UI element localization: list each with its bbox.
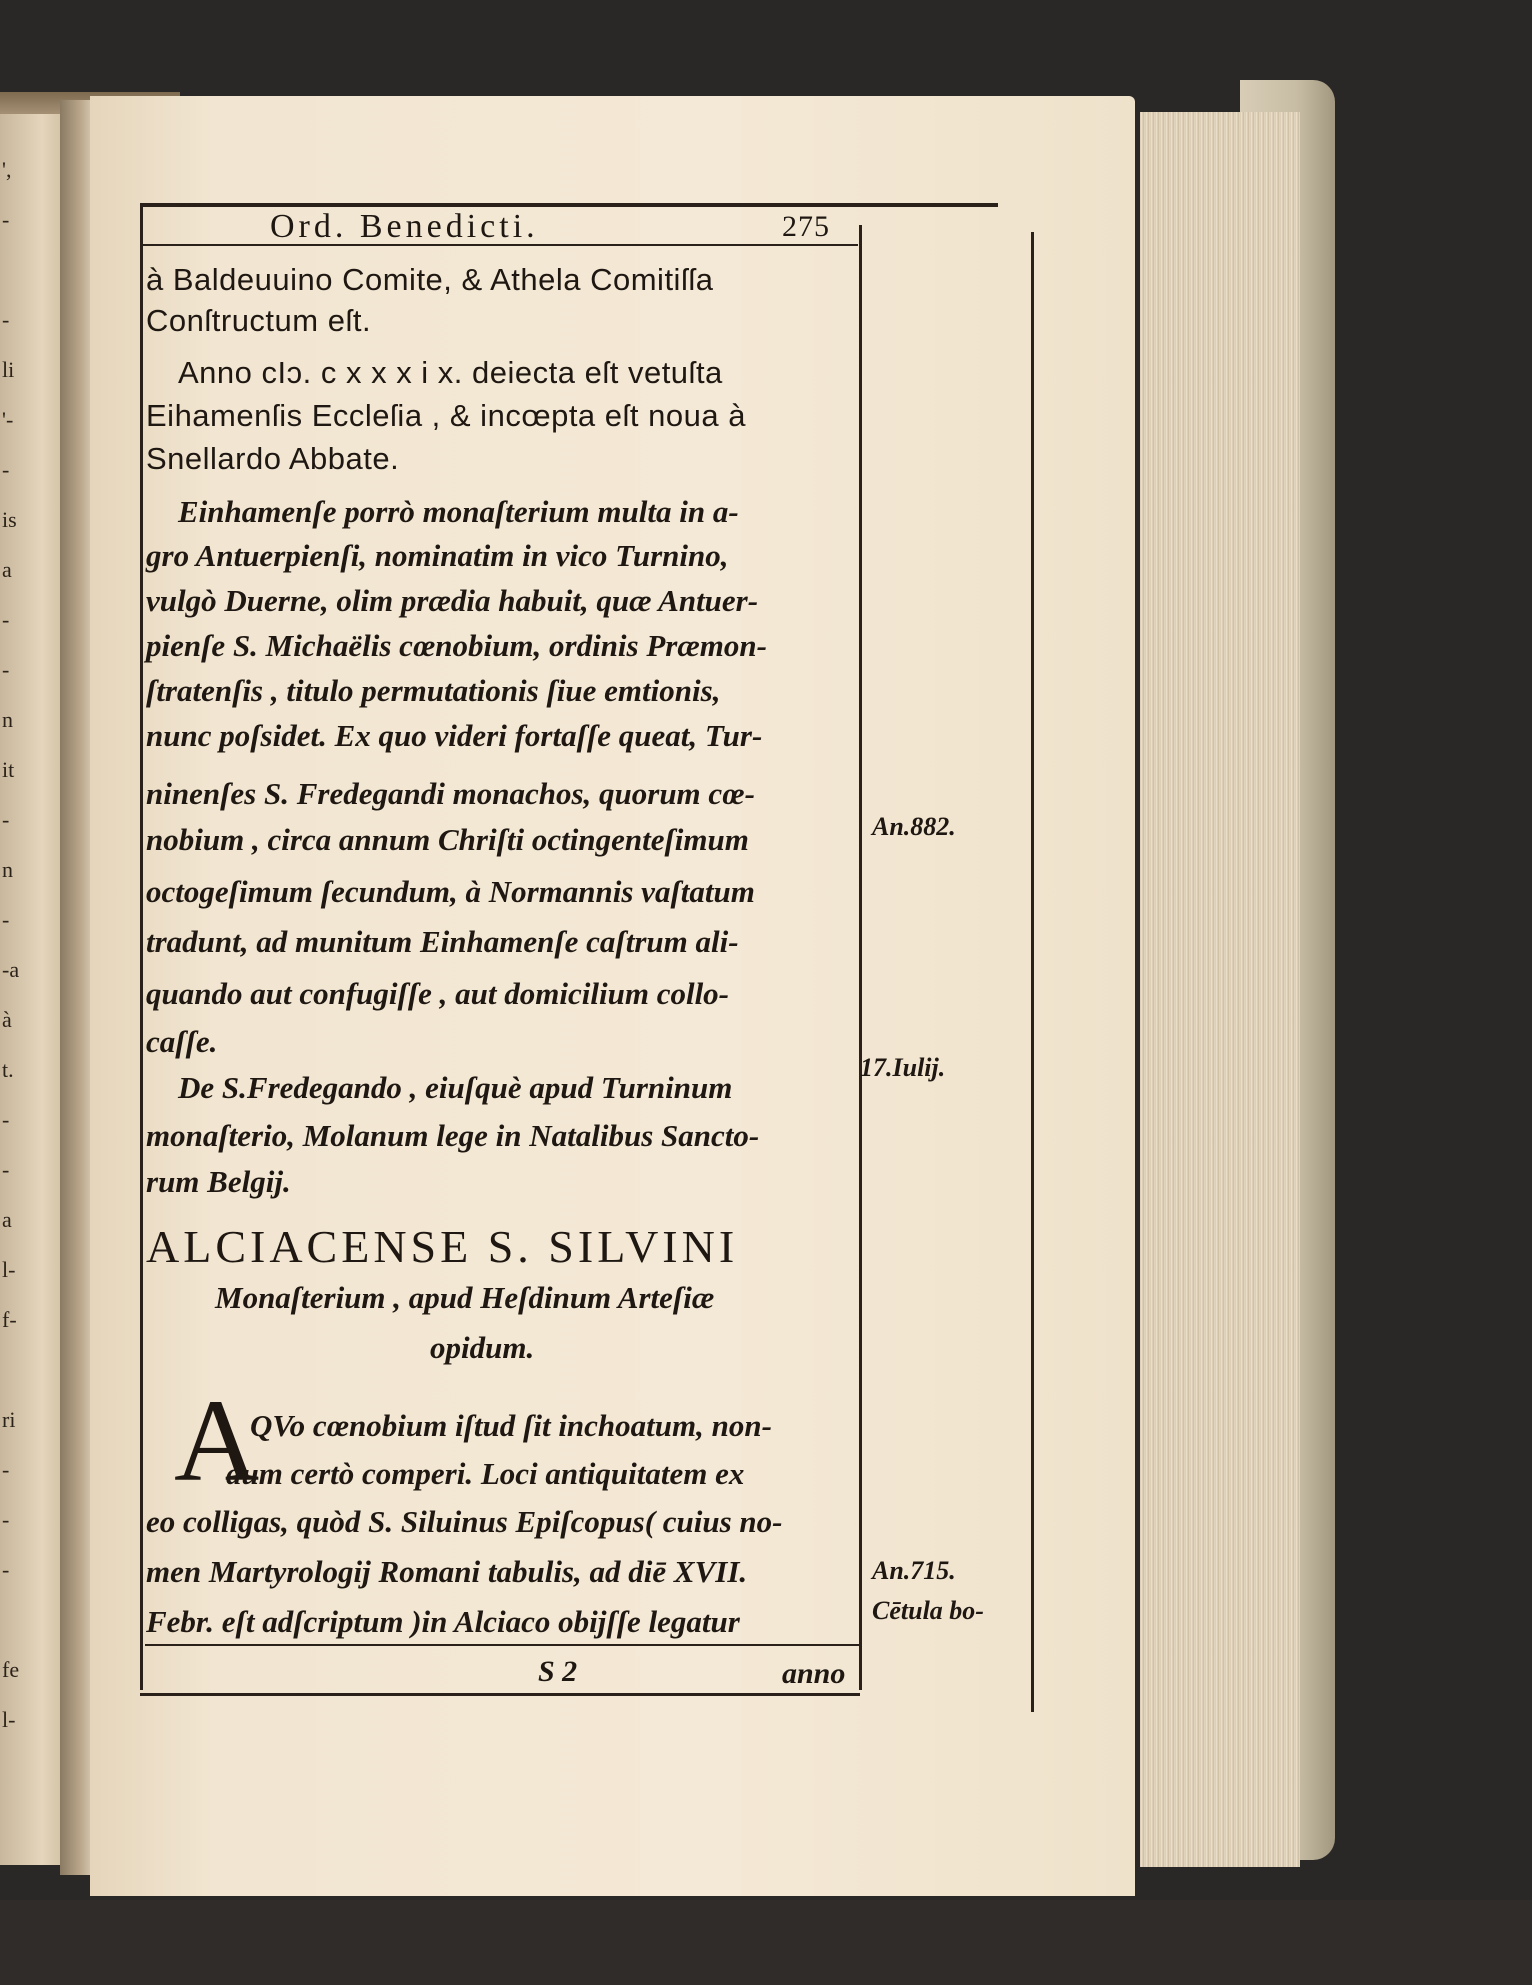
running-title: Ord. Benedicti.	[270, 208, 539, 245]
text-line: caſſe.	[146, 1024, 218, 1059]
text-line: ninenſes S. Fredegandi monachos, quorum cœ-	[146, 776, 755, 811]
catchword: anno	[782, 1657, 846, 1690]
text-line: tradunt, ad munitum Einhamenſe caſtrum ali-	[146, 924, 739, 959]
text-line: Eihamenſis Eccleſia , & incœpta eſt noua à	[146, 398, 746, 433]
frame-base-rule	[140, 1693, 860, 1696]
section-subtitle: Monaſterium , apud Heſdinum Arteſiæ	[215, 1280, 715, 1315]
desk-background	[0, 1900, 1532, 1985]
text-line: nunc poſsidet. Ex quo videri fortaſſe queat, Tur-	[146, 718, 763, 753]
text-line: monaſterio, Molanum lege in Natalibus Sancto-	[146, 1118, 760, 1153]
text-line: Einhamenſe porrò monaſterium multa in a-	[178, 494, 739, 529]
page-number: 275	[782, 210, 830, 243]
text-line: QVo cœnobium iſtud ſit inchoatum, non-	[250, 1408, 772, 1443]
text-line: à Baldeuuino Comite, & Athela Comitiſſa	[146, 262, 714, 297]
frame-margin-right	[1031, 232, 1034, 1712]
text-line: gro Antuerpienſi, nominatim in vico Turnino,	[146, 538, 729, 573]
margin-note: Cētula bo-	[872, 1596, 984, 1625]
text-line: men Martyrologij Romani tabulis, ad diē XVII.	[146, 1554, 748, 1589]
text-line: pienſe S. Michaëlis cœnobium, ordinis Præmon-	[146, 628, 767, 663]
text-line: quando aut confugiſſe , aut domicilium collo-	[146, 976, 730, 1011]
text-line: Conſtructum eſt.	[146, 303, 372, 338]
margin-note: An.715.	[872, 1556, 956, 1585]
text-line: De S.Fredegando , eiuſquè apud Turninum	[178, 1070, 733, 1105]
frame-left	[140, 205, 143, 1690]
frame-text-right	[859, 225, 862, 1690]
text-line: Febr. eſt adſcriptum )in Alciaco obijſſe legatur	[146, 1604, 740, 1639]
section-subtitle: opidum.	[430, 1330, 535, 1365]
page-edges	[1140, 112, 1300, 1867]
margin-note: An.882.	[872, 812, 956, 841]
text-line: Anno cIↄ. c x x x i x. deiecta eſt vetuſta	[178, 355, 723, 390]
header-rule-top	[140, 203, 998, 207]
signature-mark: S 2	[538, 1655, 578, 1688]
section-title: ALCIACENSE S. SILVINI	[146, 1221, 739, 1272]
drop-capital: A	[174, 1375, 260, 1506]
frame-bottom-rule	[145, 1644, 860, 1646]
margin-note: 17.Iulij.	[860, 1053, 946, 1082]
text-line: vulgò Duerne, olim prædia habuit, quæ Antuer-	[146, 583, 759, 618]
text-line: ſtratenſis , titulo permutationis ſiue emtionis,	[146, 673, 721, 708]
text-line: rum Belgij.	[146, 1164, 291, 1199]
text-line: Snellardo Abbate.	[146, 441, 400, 476]
facing-page-fragments: ', - - li '- - is a - - n it - n - -a à t. - - a l- f- ri - - - fe l-	[2, 157, 20, 1732]
text-line: octogeſimum ſecundum, à Normannis vaſtatum	[146, 874, 755, 909]
text-line: nobium , circa annum Chriſti octingenteſimum	[146, 822, 749, 857]
text-line: dum certò comperi. Loci antiquitatem ex	[226, 1456, 745, 1491]
text-line: eo colligas, quòd S. Siluinus Epiſcopus( cuius no-	[146, 1504, 783, 1539]
